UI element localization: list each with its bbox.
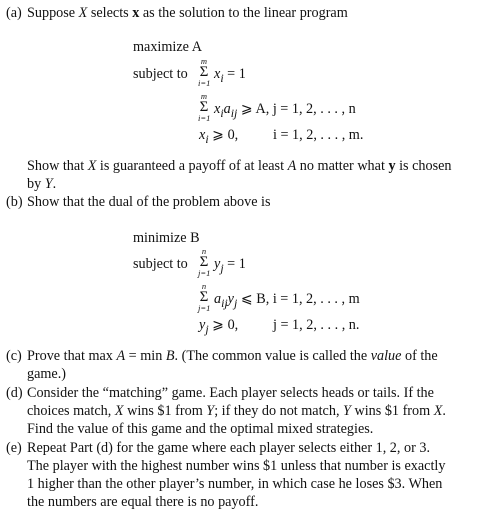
part-a-c2-expr: $x_ia_{ij}$ ⩾ A, j = 1, 2, . . . , n (214, 101, 356, 120)
part-e-line3: 1 higher than the other player’s number, in which case he loses $3. When (27, 476, 443, 492)
part-b-c2-summation: n Σ j=1 (198, 281, 211, 313)
part-d-line2: choices match, X wins $1 from Y; if they do not match, Y wins $1 from X. (27, 403, 446, 419)
part-b-label: (b) (6, 194, 23, 210)
part-a-c3-expr: $x_i$ ⩾ 0, (199, 127, 239, 146)
part-a-c1-summation: m Σ i=1 (198, 56, 211, 88)
part-a-c2-summation: m Σ i=1 (198, 91, 211, 123)
part-b-c3-expr: $y_j$ ⩾ 0, (199, 317, 239, 336)
part-d-label: (d) (6, 385, 23, 401)
part-e-line1: Repeat Part (d) for the game where each player selects either 1, 2, or 3. (27, 440, 430, 456)
part-b-subject-to: subject to (133, 256, 188, 272)
part-a-tail-line1: Show that X is guaranteed a payoff of at least A no matter what y is chosen (27, 158, 452, 174)
part-b-c2-expr: $a_{ij}y_j$ ⩽ B, i = 1, 2, . . . , m (214, 291, 360, 310)
part-c-label: (c) (6, 348, 22, 364)
part-b-text: Show that the dual of the problem above is (27, 194, 271, 210)
part-c-line1: Prove that max A = min B. (The common value is called the value of the (27, 348, 438, 364)
part-a-subject-to: subject to (133, 66, 188, 82)
part-a-c3-range: i = 1, 2, . . . , m. (273, 127, 364, 143)
part-b-c1-expr: $y_j = 1$ (214, 256, 246, 275)
part-a-objective: maximize A (133, 39, 202, 55)
part-d-line3: Find the value of this game and the optimal mixed strategies. (27, 421, 374, 437)
part-a-intro: Suppose X selects x as the solution to the linear program (27, 5, 348, 21)
part-e-line2: The player with the highest number wins $1 unless that number is exactly (27, 458, 446, 474)
part-b-c3-range: j = 1, 2, . . . , n. (273, 317, 360, 333)
part-b-c1-summation: n Σ j=1 (198, 246, 211, 278)
part-a-label: (a) (6, 5, 22, 21)
part-e-label: (e) (6, 440, 22, 456)
part-e-line4: the numbers are equal there is no payoff. (27, 494, 259, 510)
part-a-tail-line2: by Y. (27, 176, 57, 192)
part-d-line1: Consider the “matching” game. Each player selects heads or tails. If the (27, 385, 434, 401)
part-a-c1-expr: $x_i = 1$ (214, 66, 246, 85)
part-c-line2: game.) (27, 366, 66, 382)
part-b-objective: minimize B (133, 230, 200, 246)
